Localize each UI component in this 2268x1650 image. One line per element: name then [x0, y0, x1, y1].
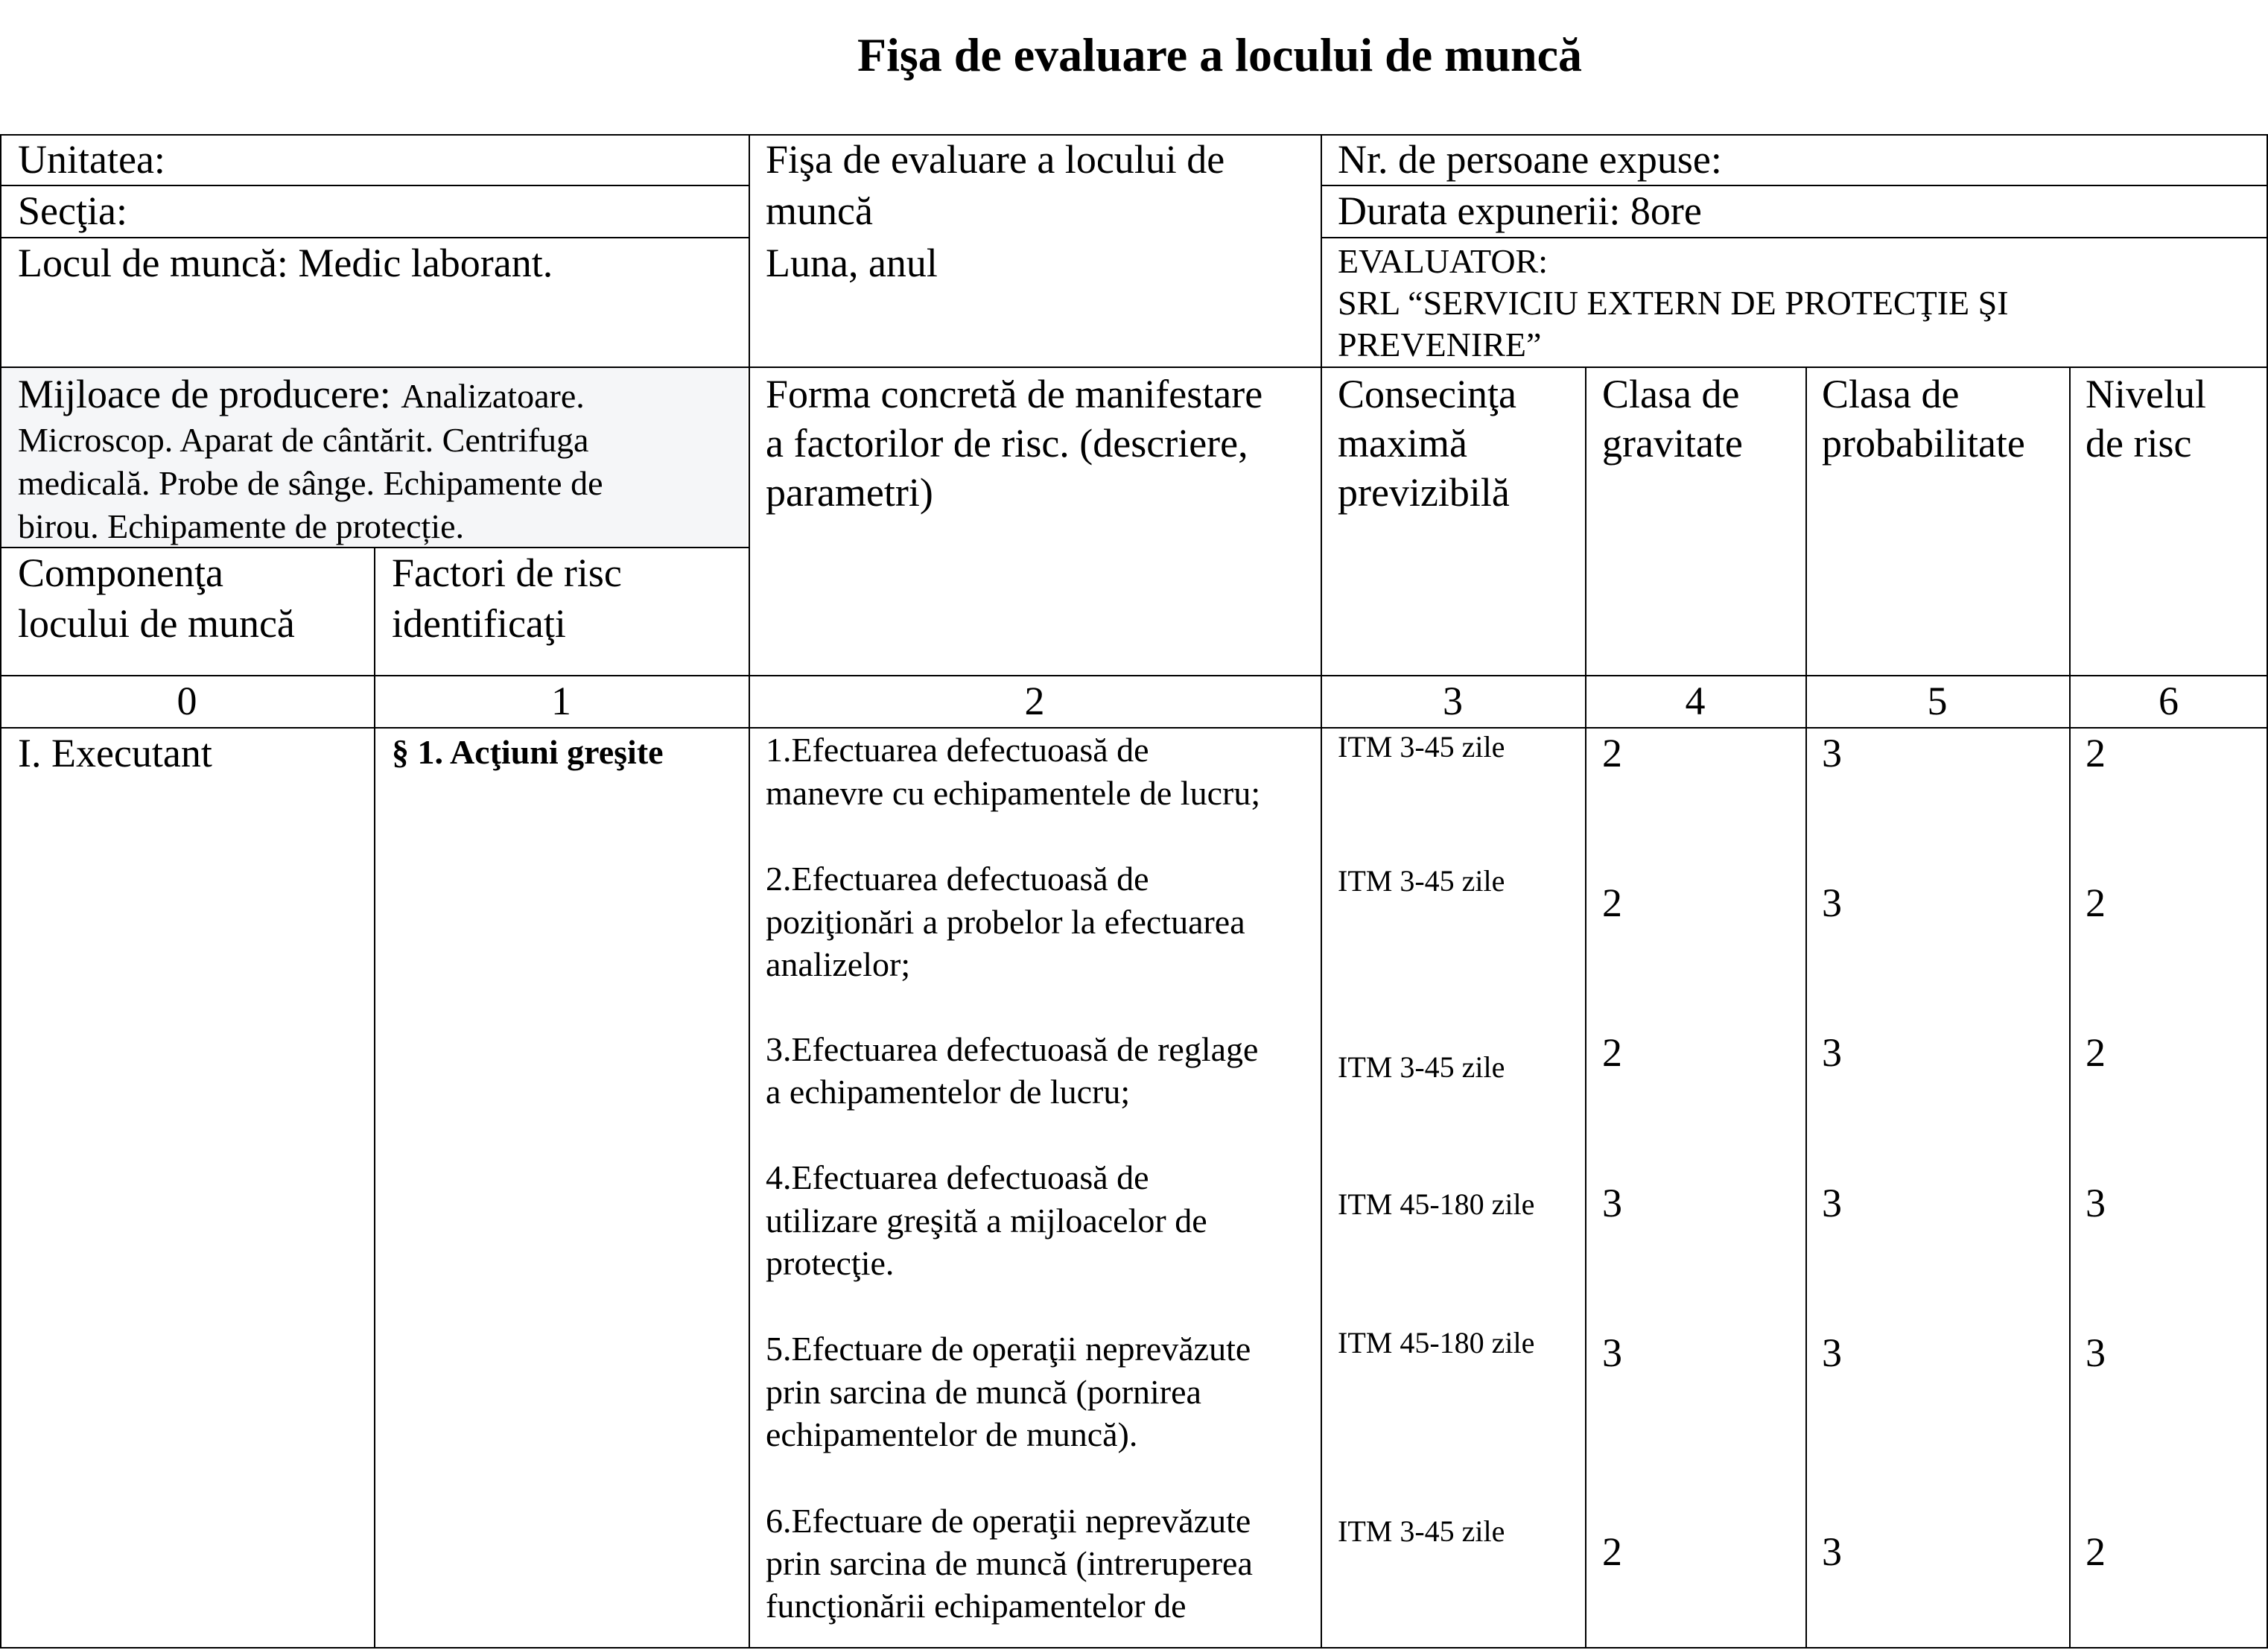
risk-desc-line: echipamentelor de muncă). — [766, 1415, 1138, 1453]
risk-gravitate: 3 — [1602, 1330, 1622, 1375]
evaluator-line-1: SRL “SERVICIU EXTERN DE PROTECŢIE ŞI — [1338, 284, 2009, 322]
sectia-label: Secţia: — [18, 188, 127, 233]
column-number-5: 5 — [1927, 679, 1948, 723]
evaluator-line-2: PREVENIRE” — [1338, 326, 1542, 364]
risk-probabilitate: 3 — [1822, 1030, 1842, 1075]
mijloace-label: Mijloace de producere: — [18, 372, 391, 416]
unitatea-label: Unitatea: — [18, 137, 165, 182]
risk-nivel: 2 — [2086, 1529, 2106, 1574]
col-nivel-line-1: Nivelul — [2086, 372, 2206, 416]
risk-desc-line: 1.Efectuarea defectuoasă de — [766, 731, 1149, 769]
column-number-1: 1 — [551, 679, 571, 723]
column-number-2: 2 — [1024, 679, 1045, 723]
col-consecinta-line-1: Consecinţa — [1338, 372, 1516, 416]
col-probabilitate-line-2: probabilitate — [1822, 421, 2025, 466]
risk-gravitate: 2 — [1602, 731, 1622, 775]
risk-consecinta: ITM 45-180 zile — [1338, 1326, 1535, 1359]
risk-probabilitate: 3 — [1822, 1181, 1842, 1225]
risk-gravitate: 2 — [1602, 880, 1622, 925]
risk-probabilitate: 3 — [1822, 1529, 1842, 1574]
risk-nivel: 3 — [2086, 1330, 2106, 1375]
risk-nivel: 2 — [2086, 880, 2106, 925]
luna-anul-label: Luna, anul — [766, 241, 938, 285]
risk-consecinta: ITM 3-45 zile — [1338, 1514, 1505, 1548]
risk-desc-line: analizelor; — [766, 945, 911, 983]
risk-gravitate: 3 — [1602, 1181, 1622, 1225]
col-forma-line-3: parametri) — [766, 470, 933, 515]
risk-gravitate: 2 — [1602, 1529, 1622, 1574]
fisa-title-line-2: muncă — [766, 188, 873, 233]
page-title: Fişa de evaluare a locului de muncă — [857, 28, 1583, 81]
risk-consecinta: ITM 3-45 zile — [1338, 1050, 1505, 1084]
col-factori-line-2: identificaţi — [392, 601, 566, 646]
risk-probabilitate: 3 — [1822, 731, 1842, 775]
factor-actiuni-gresite: § 1. Acţiuni greşite — [392, 733, 664, 771]
risk-desc-line: prin sarcina de muncă (pornirea — [766, 1373, 1201, 1411]
risk-nivel: 2 — [2086, 1030, 2106, 1075]
risk-nivel: 3 — [2086, 1181, 2106, 1225]
mijloace-line-1 — [18, 372, 585, 418]
col-consecinta-line-3: previzibilă — [1338, 470, 1510, 515]
nr-persoane-label: Nr. de persoane expuse: — [1338, 137, 1722, 182]
risk-desc-line: 4.Efectuarea defectuoasă de — [766, 1158, 1149, 1196]
mijloace-line-4: birou. Echipamente de protecție. — [18, 507, 465, 545]
fisa-title-line-1: Fişa de evaluare a locului de — [766, 137, 1225, 182]
risk-gravitate: 2 — [1602, 1030, 1622, 1075]
risk-desc-line: 3.Efectuarea defectuoasă de reglage — [766, 1030, 1259, 1068]
risk-desc-line: 2.Efectuarea defectuoasă de — [766, 860, 1149, 898]
risk-desc-line: manevre cu echipamentele de lucru; — [766, 774, 1261, 812]
risk-desc-line: funcţionării echipamentelor de — [766, 1587, 1187, 1625]
col-probabilitate-line-1: Clasa de — [1822, 372, 1960, 416]
column-number-0: 0 — [177, 679, 197, 723]
risk-desc-line: poziţionări a probelor la efectuarea — [766, 903, 1245, 941]
col-forma-line-1: Forma concretă de manifestare — [766, 372, 1263, 416]
risk-desc-line: utilizare greşită a mijloacelor de — [766, 1202, 1207, 1240]
risk-nivel: 2 — [2086, 731, 2106, 775]
mijloace-item-1: Analizatoare. — [401, 377, 585, 415]
durata-expunerii-label: Durata expunerii: 8ore — [1338, 188, 1702, 233]
risk-desc-line: 5.Efectuare de operaţii neprevăzute — [766, 1330, 1251, 1368]
risk-consecinta: ITM 3-45 zile — [1338, 730, 1505, 764]
risk-desc-line: a echipamentelor de lucru; — [766, 1073, 1131, 1111]
column-number-3: 3 — [1443, 679, 1463, 723]
componenta-executant: I. Executant — [18, 731, 212, 775]
col-gravitate-line-2: gravitate — [1602, 421, 1743, 466]
col-gravitate-line-1: Clasa de — [1602, 372, 1740, 416]
risk-consecinta: ITM 3-45 zile — [1338, 864, 1505, 898]
column-number-4: 4 — [1685, 679, 1706, 723]
col-factori-line-1: Factori de risc — [392, 550, 622, 595]
risk-consecinta: ITM 45-180 zile — [1338, 1187, 1535, 1221]
risk-desc-line: prin sarcina de muncă (intreruperea — [766, 1544, 1253, 1582]
risk-probabilitate: 3 — [1822, 1330, 1842, 1375]
col-componenta-line-1: Componenţa — [18, 550, 223, 595]
mijloace-line-3: medicală. Probe de sânge. Echipamente de — [18, 464, 603, 502]
risk-probabilitate: 3 — [1822, 880, 1842, 925]
evaluator-label: EVALUATOR: — [1338, 242, 1548, 280]
column-number-6: 6 — [2159, 679, 2179, 723]
mijloace-line-2: Microscop. Aparat de cântărit. Centrifuga — [18, 421, 589, 459]
col-nivel-line-2: de risc — [2086, 421, 2192, 466]
locul-de-munca-label: Locul de muncă: Medic laborant. — [18, 241, 553, 285]
col-componenta-line-2: locului de muncă — [18, 601, 295, 646]
col-forma-line-2: a factorilor de risc. (descriere, — [766, 421, 1248, 466]
col-consecinta-line-2: maximă — [1338, 421, 1467, 466]
risk-desc-line: 6.Efectuare de operaţii neprevăzute — [766, 1502, 1251, 1540]
risk-desc-line: protecţie. — [766, 1244, 895, 1282]
